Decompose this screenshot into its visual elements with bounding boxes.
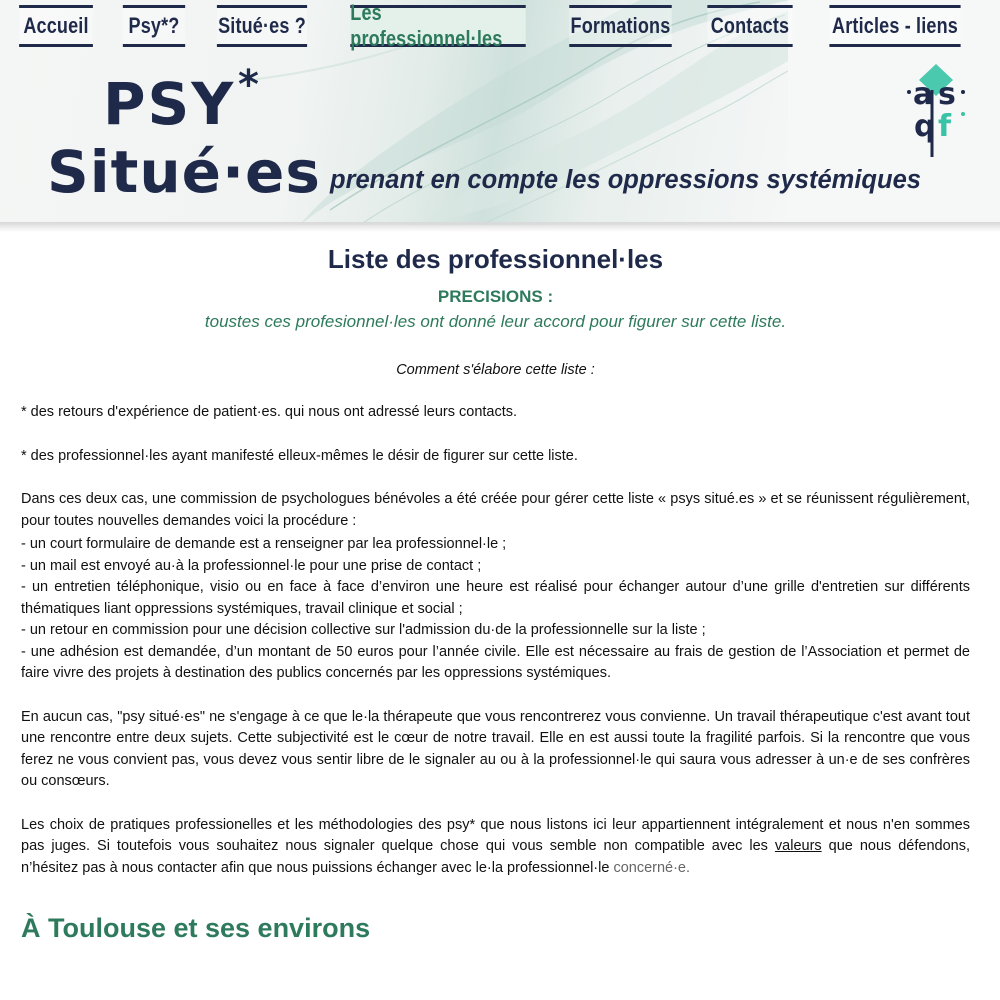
practices-paragraph: [21, 815, 970, 880]
practices-text-2: que nous défendons, n’hésitez pas à nous contacter afin que nous puissions échanger avec le·la professionnel·le: [21, 838, 970, 876]
main-content: [21, 240, 970, 944]
precisions-text: toustes ces profesionnel·les ont donné leur accord pour figurer sur cette liste.: [204, 312, 787, 331]
nav-item-professionnels[interactable]: Les professionnel·les: [350, 5, 525, 47]
procedure-step-2: - un mail est envoyé au·à la professionnel·le pour une prise de contact ;: [21, 557, 482, 574]
brand-psy: PSY: [103, 70, 236, 138]
procedure-step-1: - un court formulaire de demande est a renseigner par lea professionnel·le ;: [21, 536, 507, 552]
svg-text:q: q: [914, 109, 936, 144]
brand-star: *: [238, 62, 259, 108]
disclaimer-paragraph: En aucun cas, "psy situé·es" ne s'engage à ce que le·la thérapeute que vous rencontrerez vous convienne. Un travail thérapeutique c'est avant tout une rencontre entre deux sujets. Cette subjectivité est le cœur de notre travail. Elle en est aussi toute la fragilité parfois. Si la rencontre que vous ferez ne vous convient pas, vous devez vous sentir libre de le signaler au ou à la professionnel·le qui saura vous adresser à un·e de ses confrères ou consœurs.: [21, 708, 970, 789]
nav-item-situees[interactable]: Situé·es ?: [217, 5, 307, 47]
how-list-title: Comment s'élabore cette liste :: [396, 362, 595, 378]
precisions-title: PRECISIONS :: [437, 287, 554, 306]
procedure-step-3: - un entretien téléphonique, visio ou en face à face d’environ une heure est réalisé pour échanger autour d’une grille d'entretien sur différents thématiques liant oppressions systémiques, travail clinique et social ;: [21, 579, 970, 617]
main-nav: [0, 0, 1000, 51]
practices-text-1: Les choix de pratiques professionelles et les méthodologies des psy* que nous listons ici leur appartiennent intégralement et nous n'en sommes pas juges. Si toutefois vous souhaitez nous signaler quelque chose qui vous semble non compatible avec les: [21, 816, 970, 854]
page-title: Liste des professionnel·les: [327, 244, 664, 274]
brand-situe: Situé·es: [47, 138, 321, 206]
nav-item-psy[interactable]: Psy*?: [123, 5, 185, 47]
nav-item-formations[interactable]: Formations: [569, 5, 672, 47]
section-title-toulouse: À Toulouse et ses environs: [21, 913, 371, 943]
nav-item-articles-liens[interactable]: Articles - liens: [829, 5, 960, 47]
procedure-step-5: - une adhésion est demandée, d’un montant de 50 euros pour l’année civile. Elle est nécessaire au frais de gestion de l’Association et permet de faire vivre des projets à destination des publics concernés par les oppressions systémiques.: [21, 643, 970, 681]
brand-tagline: prenant en compte les oppressions systémiques: [330, 166, 921, 194]
svg-text:s: s: [938, 77, 956, 112]
svg-text:a: a: [913, 77, 934, 112]
banner-shadow: [0, 222, 1000, 232]
criteria-bullet-1: * des retours d'expérience de patient·es. qui nous ont adressé leurs contacts.: [21, 404, 518, 420]
svg-text:f: f: [938, 109, 952, 144]
procedure-step-4: - un retour en commission pour une décision collective sur l'admission du·de la professionnelle sur la liste ;: [21, 622, 706, 638]
nav-item-contacts[interactable]: Contacts: [707, 5, 792, 47]
procedure-intro: Dans ces deux cas, une commission de psychologues bénévoles a été créée pour gérer cette liste « psys situé.es » et se réunissent régulièrement, pour toutes nouvelles demandes voici la procédure :: [21, 491, 970, 529]
criteria-bullet-2: * des professionnel·les ayant manifesté elleux-mêmes le désir de figurer sur cette liste.: [21, 447, 578, 464]
nav-item-accueil[interactable]: Accueil: [19, 5, 93, 47]
association-logo[interactable]: [905, 62, 967, 158]
concerne-text: concerné·e.: [613, 859, 691, 876]
valeurs-link[interactable]: valeurs: [774, 838, 822, 854]
